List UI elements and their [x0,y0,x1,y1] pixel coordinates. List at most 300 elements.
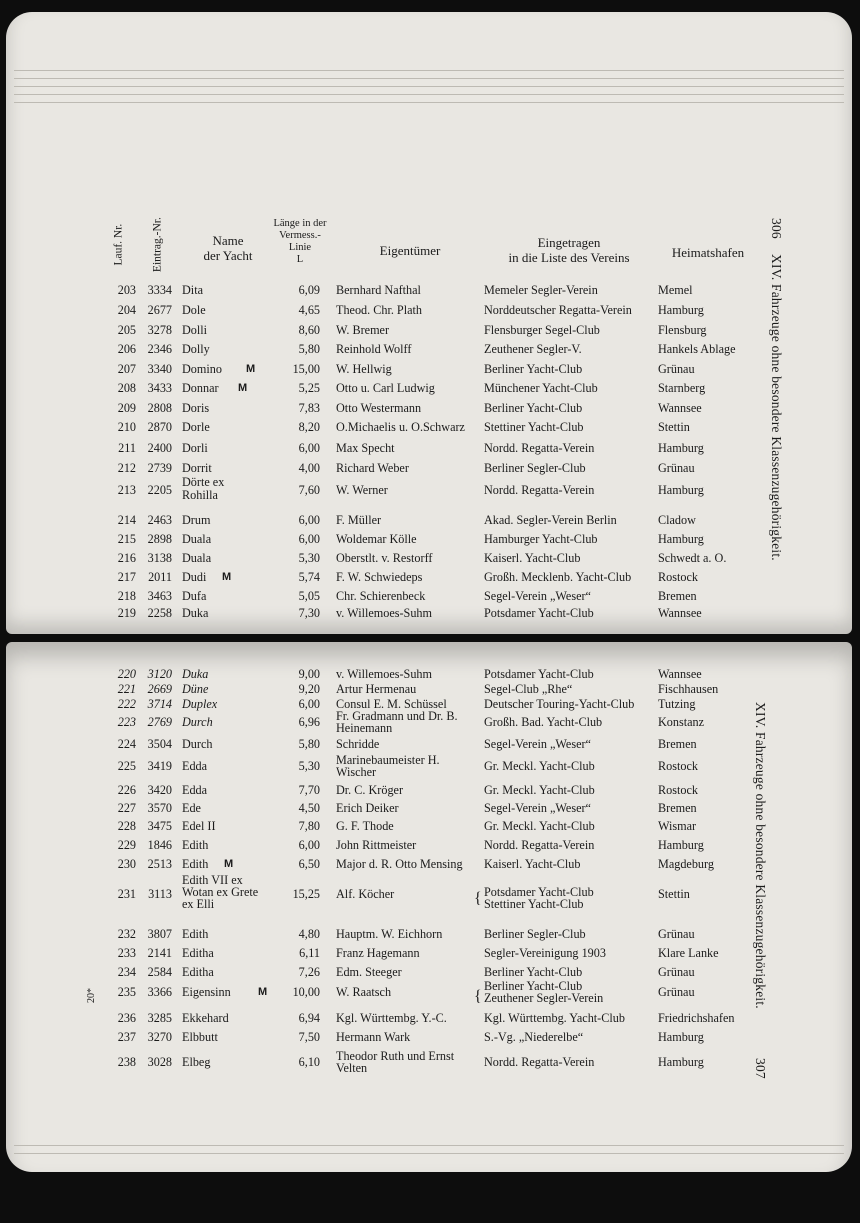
yacht-name: Duka [182,667,209,681]
eintrag-number: 3028 [147,1055,172,1069]
header-laenge-line3: Linie [288,242,312,254]
header-eingetragen [484,236,654,266]
owner-name: Artur Hermenau [336,682,417,696]
lauf-number: 237 [117,1030,136,1044]
lauf-number: 218 [117,589,136,603]
eintrag-number: 2141 [147,946,172,960]
brace-mark: { [474,890,482,907]
bottom-page [6,642,852,1172]
club-name: Nordd. Regatta-Verein [484,441,595,455]
lauf-number: 222 [117,697,136,711]
eintrag-number: 3270 [147,1030,172,1044]
header-eintrag: Eintrag.-Nr. [151,217,164,273]
header-laenge-line2: Vermess.- [279,230,321,242]
owner-name: Consul E. M. Schüssel [336,697,447,711]
lauf-number: 223 [117,715,136,729]
owner-name: Kgl. Württembg. Y.-C. [336,1011,447,1025]
motor-mark: M [222,571,232,583]
yacht-name: Duka [182,606,209,620]
table-row [6,1049,766,1076]
table-row [6,363,766,382]
length-value: 5,05 [298,589,320,603]
lauf-number: 235 [117,985,136,999]
lauf-number: 210 [117,420,136,434]
home-port: Friedrichshafen [658,1011,735,1025]
home-port: Klare Lanke [658,946,719,960]
table-row [6,324,766,343]
lauf-number: 207 [117,362,136,376]
yacht-name: Edda [182,783,208,797]
home-port: Cladow [658,513,696,527]
table-row [6,1031,766,1050]
table-row [6,820,766,839]
yacht-name: Editha [182,946,214,960]
length-value: 5,74 [298,570,320,584]
header-name [188,234,268,264]
yacht-name: Drum [182,513,211,527]
home-port: Hamburg [658,303,704,317]
length-value: 5,30 [298,551,320,565]
club-name: Nordd. Regatta-Verein [484,1055,595,1069]
owner-name: G. F. Thode [336,819,394,833]
table-row [6,753,766,780]
length-value: 5,25 [298,381,320,395]
lauf-number: 233 [117,946,136,960]
eintrag-number: 2669 [147,682,172,696]
table-row [6,571,766,590]
club-name: Gr. Meckl. Yacht-Club [484,783,595,797]
table-row [6,873,766,912]
eintrag-number: 3504 [147,737,172,751]
table-row [6,382,766,401]
lauf-number: 211 [118,441,136,455]
owner-name: Richard Weber [336,461,409,475]
length-value: 15,00 [292,362,320,376]
length-value: 6,09 [298,283,320,297]
lauf-number: 230 [117,857,136,871]
owner-name: Hauptm. W. Eichhorn [336,927,443,941]
home-port: Grünau [658,985,695,999]
home-port: Bremen [658,737,697,751]
length-value: 6,00 [298,441,320,455]
side-page-number-top: 306 [769,218,784,239]
owner-name: Franz Hagemann [336,946,420,960]
owner-name: Otto u. Carl Ludwig [336,381,435,395]
eintrag-number: 2898 [147,532,172,546]
table-row [6,947,766,966]
yacht-name: Dolli [182,323,208,337]
motor-mark: M [246,363,256,375]
eintrag-number: 2870 [147,420,172,434]
yacht-name: Elbeg [182,1055,211,1069]
home-port: Hankels Ablage [658,342,736,356]
eintrag-number: 3475 [147,819,172,833]
table-row [6,475,766,503]
owner-name: John Rittmeister [336,838,417,852]
table-header [6,218,766,280]
lauf-number: 232 [117,927,136,941]
length-value: 10,00 [292,985,320,999]
club-name: Zeuthener Segler-V. [484,342,582,356]
club-name: Segel-Verein „Weser“ [484,801,591,815]
yacht-name: Edith [182,857,209,871]
eintrag-number: 2769 [147,715,172,729]
owner-name: Oberstlt. v. Restorff [336,551,433,565]
home-port: Hamburg [658,1055,704,1069]
home-port: Starnberg [658,381,706,395]
club-name: Berliner Segler-Club [484,927,586,941]
table-row [6,533,766,552]
header-name-line2: der Yacht [203,247,253,263]
home-port: Hamburg [658,838,704,852]
yacht-name: Doris [182,401,210,415]
home-port: Bremen [658,589,697,603]
header-eingetragen-line2: in die Liste des Vereins [508,249,630,265]
yacht-name: Dorli [182,441,208,455]
owner-name: Erich Deiker [336,801,399,815]
header-eingetragen-line1: Eingetragen [537,235,601,250]
eintrag-number: 2346 [147,342,172,356]
side-title-top: XIV. Fahrzeuge ohne besondere Klassenzugehörigkeit. [769,254,784,561]
length-value: 7,70 [298,783,320,797]
home-port: Stettin [658,420,690,434]
club-name: S.-Vg. „Niederelbe“ [484,1030,584,1044]
club-name: Segel-Verein „Weser“ [484,737,591,751]
header-laenge-line4: L [296,254,304,266]
home-port: Grünau [658,927,695,941]
home-port: Wannsee [658,606,702,620]
club-name: Kaiserl. Yacht-Club [484,857,581,871]
lauf-number: 209 [117,401,136,415]
yacht-name: Dörte ex Rohilla [182,475,225,502]
table-row [6,858,766,877]
page-edge [14,1153,844,1162]
home-port: Magdeburg [658,857,714,871]
club-name: Stettiner Yacht-Club [484,420,584,434]
home-port: Memel [658,283,693,297]
owner-name: W. Raatsch [336,985,392,999]
eintrag-number: 3138 [147,551,172,565]
club-name: Kgl. Württembg. Yacht-Club [484,1011,625,1025]
club-name: Segel-Club „Rhe“ [484,682,573,696]
owner-name: F. Müller [336,513,382,527]
club-name: Berliner Yacht-Club [484,965,583,979]
eintrag-number: 2258 [147,606,172,620]
header-laenge-line1: Länge in der [273,218,327,229]
header-lauf: Lauf. Nr. [112,223,125,266]
lauf-number: 227 [117,801,136,815]
club-name: Norddeutscher Regatta-Verein [484,303,632,317]
yacht-name: Domino [182,362,222,376]
header-eigentuemer: Eigentümer [379,243,441,258]
yacht-name: Ekkehard [182,1011,229,1025]
lauf-number: 231 [117,887,136,901]
table-row [6,442,766,461]
eintrag-number: 3433 [147,381,172,395]
length-value: 4,50 [298,801,320,815]
club-name: Nordd. Regatta-Verein [484,838,595,852]
eintrag-number: 3278 [147,323,172,337]
motor-mark: M [224,858,234,870]
side-page-number-bottom: 307 [753,1058,768,1079]
table-row [6,979,766,1005]
eintrag-number: 3340 [147,362,172,376]
lauf-number: 217 [117,570,136,584]
lauf-number: 228 [117,819,136,833]
owner-name: Major d. R. Otto Mensing [336,857,463,871]
lauf-number: 221 [117,682,136,696]
club-name: Gr. Meckl. Yacht-Club [484,759,595,773]
eintrag-number: 2463 [147,513,172,527]
club-name: Hamburger Yacht-Club [484,532,598,546]
table-row [6,607,766,626]
home-port: Wannsee [658,401,702,415]
length-value: 6,00 [298,532,320,546]
home-port: Rostock [658,759,698,773]
length-value: 8,60 [298,323,320,337]
home-port: Bremen [658,801,697,815]
lauf-number: 238 [117,1055,136,1069]
club-name: Potsdamer Yacht-Club [484,606,594,620]
lauf-number: 212 [117,461,136,475]
yacht-name: Edel II [182,819,216,833]
club-name: Nordd. Regatta-Verein [484,483,595,497]
yacht-name: Dudi [182,570,207,584]
owner-name: Theodor Ruth und Ernst Velten [336,1049,455,1076]
club-name: Kaiserl. Yacht-Club [484,551,581,565]
yacht-name: Dorrit [182,461,212,475]
table-row [6,402,766,421]
length-value: 8,20 [298,420,320,434]
lauf-number: 220 [117,667,136,681]
owner-name: Max Specht [336,441,395,455]
home-port: Fischhausen [658,682,719,696]
yacht-name: Edith VII ex Wotan ex Grete ex Elli [182,873,259,912]
length-value: 7,26 [298,965,320,979]
length-value: 5,80 [298,737,320,751]
home-port: Hamburg [658,483,704,497]
lauf-number: 229 [117,838,136,852]
motor-mark: M [238,382,248,394]
length-value: 9,20 [298,682,320,696]
eintrag-number: 2011 [148,570,172,584]
club-name: Potsdamer Yacht-Club [484,667,594,681]
length-value: 6,00 [298,697,320,711]
eintrag-number: 2808 [147,401,172,415]
yacht-name: Dolly [182,342,210,356]
length-value: 6,50 [298,857,320,871]
length-value: 7,50 [298,1030,320,1044]
owner-name: Alf. Köcher [336,887,395,901]
yacht-name: Edda [182,759,208,773]
eintrag-number: 3113 [148,887,172,901]
table-row [6,928,766,947]
length-value: 5,30 [298,759,320,773]
owner-name: Chr. Schierenbeck [336,589,426,603]
table-row [6,284,766,303]
eintrag-number: 3334 [147,283,172,297]
club-name: Berliner Yacht-Club [484,362,583,376]
brace-mark: { [474,988,482,1005]
length-value: 7,30 [298,606,320,620]
lauf-number: 225 [117,759,136,773]
home-port: Konstanz [658,715,705,729]
club-name: Großh. Mecklenb. Yacht-Club [484,570,632,584]
club-name: Gr. Meckl. Yacht-Club [484,819,595,833]
table-row [6,839,766,858]
length-value: 7,60 [298,483,320,497]
eintrag-number: 3419 [147,759,172,773]
owner-name: Woldemar Kölle [336,532,417,546]
club-name-secondary: Zeuthener Segler-Verein [484,991,604,1005]
club-name: Berliner Yacht-Club [484,401,583,415]
eintrag-number: 3120 [147,667,172,681]
home-port: Grünau [658,461,695,475]
length-value: 6,00 [298,513,320,527]
club-name: Akad. Segler-Verein Berlin [484,513,617,527]
eintrag-number: 3285 [147,1011,172,1025]
lauf-number: 216 [117,551,136,565]
owner-name: Theod. Chr. Plath [336,303,422,317]
club-name: Segel-Verein „Weser“ [484,589,591,603]
owner-name: Otto Westermann [336,401,422,415]
home-port: Flensburg [658,323,707,337]
yacht-name: Ede [182,801,201,815]
owner-name: W. Werner [336,483,388,497]
yacht-name: Dita [182,283,203,297]
yacht-name: Dole [182,303,206,317]
home-port: Hamburg [658,532,704,546]
top-page [6,12,852,634]
eintrag-number: 3366 [147,985,172,999]
home-port: Rostock [658,783,698,797]
lauf-number: 215 [117,532,136,546]
header-laenge [262,218,338,266]
lauf-number: 236 [117,1011,136,1025]
yacht-name: Dorle [182,420,210,434]
club-name: Münchener Yacht-Club [484,381,598,395]
signature-mark: 20* [86,988,97,1003]
owner-name: Schridde [336,737,380,751]
home-port: Wannsee [658,667,702,681]
yacht-name: Duala [182,532,212,546]
yacht-name: Durch [182,737,213,751]
length-value: 4,80 [298,927,320,941]
lauf-number: 214 [117,513,136,527]
home-port: Rostock [658,570,698,584]
home-port: Wismar [658,819,697,833]
page-edge [14,92,844,103]
length-value: 7,83 [298,401,320,415]
home-port: Grünau [658,965,695,979]
length-value: 6,11 [299,946,320,960]
yacht-name: Duplex [182,697,218,711]
length-value: 6,00 [298,838,320,852]
length-value: 7,80 [298,819,320,833]
owner-name: Marinebaumeister H. Wischer [336,753,440,780]
club-name: Berliner Yacht-Club [484,979,583,993]
home-port: Stettin [658,887,690,901]
yacht-name: Elbbutt [182,1030,218,1044]
lauf-number: 234 [117,965,136,979]
lauf-number: 208 [117,381,136,395]
length-value: 6,96 [298,715,320,729]
owner-name: Bernhard Nafthal [336,283,421,297]
table-row [6,552,766,571]
table-row [6,421,766,440]
eintrag-number: 1846 [147,838,172,852]
home-port: Hamburg [658,1030,704,1044]
eintrag-number: 2205 [147,483,172,497]
yacht-name: Duala [182,551,212,565]
club-name-secondary: Stettiner Yacht-Club [484,897,584,911]
length-value: 6,10 [298,1055,320,1069]
owner-name: W. Bremer [336,323,390,337]
side-title-bottom: XIV. Fahrzeuge ohne besondere Klassenzugehörigkeit. [753,702,768,1009]
home-port: Grünau [658,362,695,376]
lauf-number: 204 [117,303,136,317]
club-name: Flensburger Segel-Club [484,323,600,337]
table-row [6,462,766,481]
yacht-name: Editha [182,965,214,979]
eintrag-number: 2584 [147,965,172,979]
owner-name: Fr. Gradmann und Dr. B. Heinemann [336,709,458,736]
club-name: Deutscher Touring-Yacht-Club [484,697,635,711]
table-row [6,1012,766,1031]
club-name: Memeler Segler-Verein [484,283,598,297]
home-port: Hamburg [658,441,704,455]
header-name-line1: Name [212,233,244,248]
owner-name: v. Willemoes-Suhm [336,606,432,620]
table-row [6,709,766,736]
length-value: 15,25 [292,887,320,901]
eintrag-number: 2513 [147,857,172,871]
yacht-name: Edith [182,927,209,941]
lauf-number: 226 [117,783,136,797]
home-port: Schwedt a. O. [658,551,727,565]
owner-name: v. Willemoes-Suhm [336,667,432,681]
eintrag-number: 3463 [147,589,172,603]
lauf-number: 205 [117,323,136,337]
owner-name: W. Hellwig [336,362,392,376]
eintrag-number: 2739 [147,461,172,475]
yacht-name: Düne [182,682,209,696]
table-row [6,304,766,323]
length-value: 9,00 [298,667,320,681]
club-name: Großh. Bad. Yacht-Club [484,715,603,729]
lauf-number: 203 [117,283,136,297]
yacht-name: Dufa [182,589,207,603]
motor-mark: M [258,986,268,998]
yacht-name: Durch [182,715,213,729]
owner-name: Dr. C. Kröger [336,783,404,797]
eintrag-number: 2677 [147,303,172,317]
owner-name: Reinhold Wolff [336,342,412,356]
yacht-name: Donnar [182,381,219,395]
length-value: 6,94 [298,1011,320,1025]
home-port: Tutzing [658,697,696,711]
club-name: Potsdamer Yacht-Club [484,885,594,899]
owner-name: O.Michaelis u. O.Schwarz [336,420,465,434]
length-value: 4,65 [298,303,320,317]
length-value: 5,80 [298,342,320,356]
lauf-number: 224 [117,737,136,751]
lauf-number: 213 [117,483,136,497]
eintrag-number: 3807 [147,927,172,941]
eintrag-number: 3420 [147,783,172,797]
lauf-number: 206 [117,342,136,356]
eintrag-number: 3714 [147,697,172,711]
